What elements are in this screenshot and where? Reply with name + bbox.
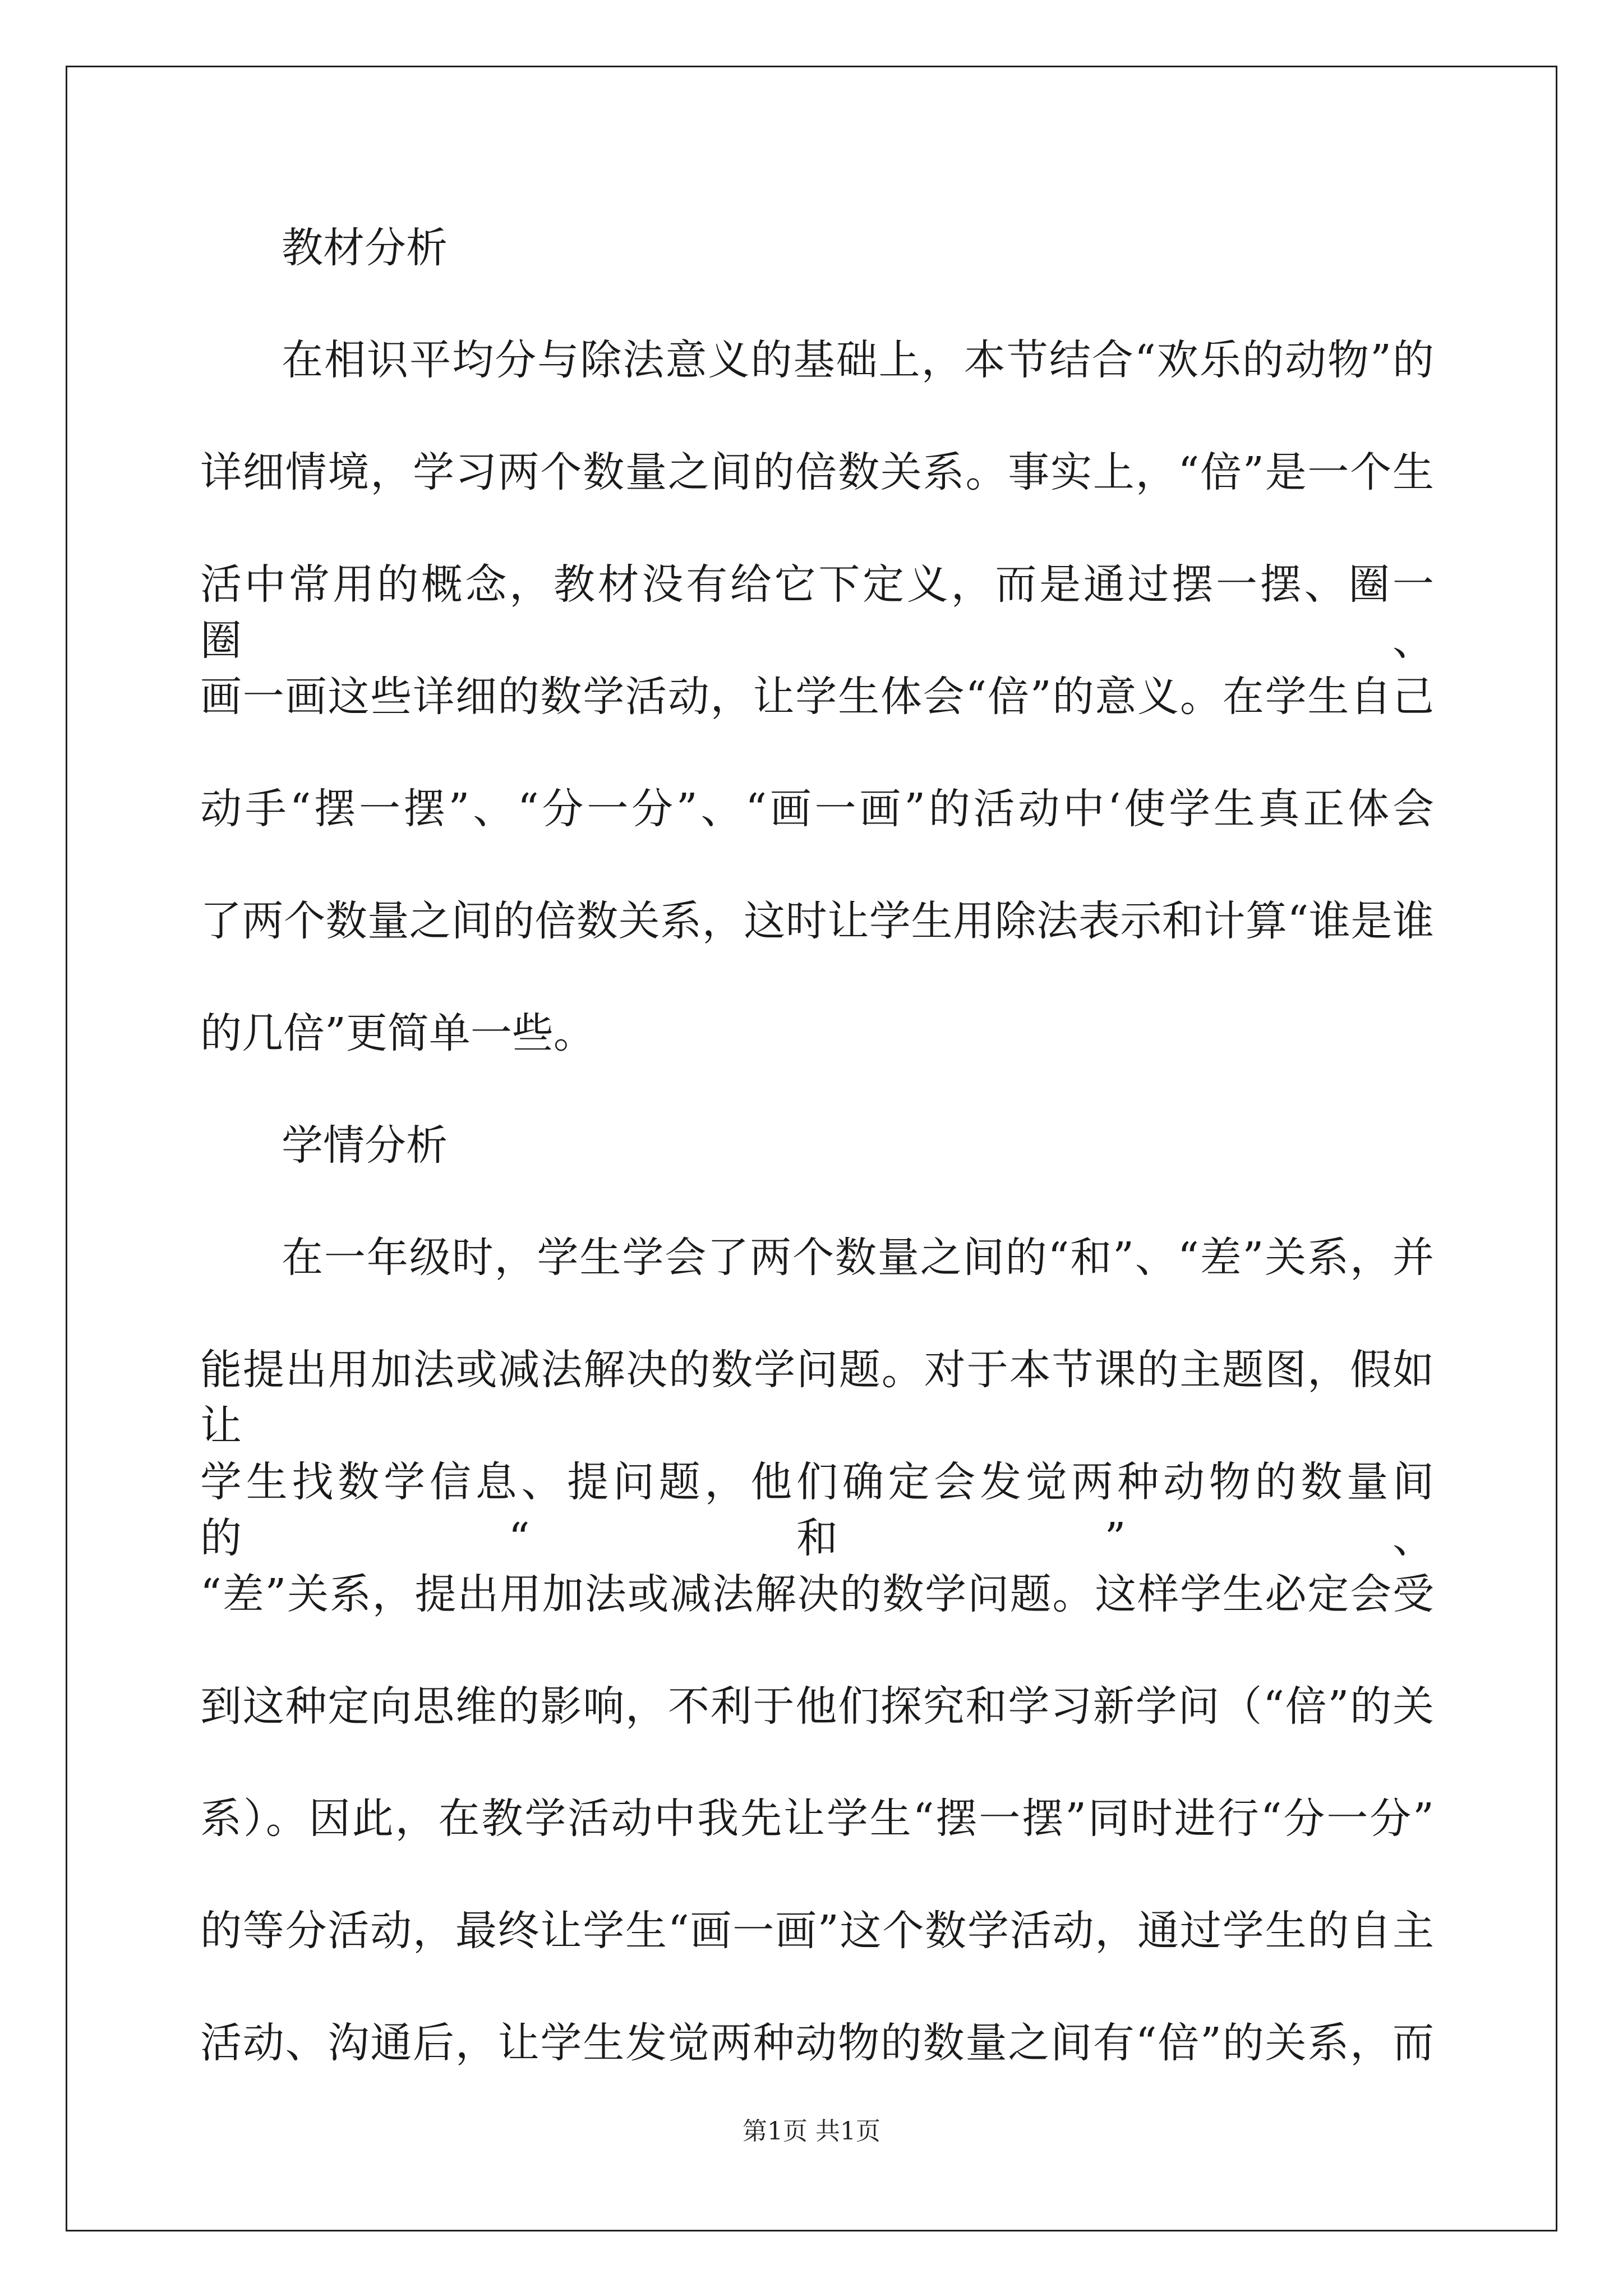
paragraph-line: 了两个数量之间的倍数关系，这时让学生用除法表示和计算“谁是谁 [200,897,1434,945]
paragraph-line: 活动、沟通后，让学生发觉两种动物的数量之间有“倍”的关系，而 [200,2019,1434,2067]
paragraph-line: 在相识平均分与除法意义的基础上，本节结合“欢乐的动物”的 [282,336,1434,384]
paragraph-line: 在一年级时，学生学会了两个数量之间的“和”、“差”关系，并 [282,1234,1434,1282]
paragraph-line: 的等分活动，最终让学生“画一画”这个数学活动，通过学生的自主 [200,1907,1434,1955]
paragraph-line: 到这种定向思维的影响，不利于他们探究和学习新学问（“倍”的关 [200,1682,1434,1731]
paragraph-line: 学生找数学信息、提问题，他们确定会发觉两种动物的数量间的“和”、 [200,1458,1434,1562]
paragraph-line: “差”关系，提出用加法或减法解决的数学问题。这样学生必定会受 [200,1570,1434,1618]
paragraph-line: 详细情境，学习两个数量之间的倍数关系。事实上，“倍”是一个生 [200,448,1434,496]
paragraph-line: 活中常用的概念，教材没有给它下定义，而是通过摆一摆、圈一圈、 [200,560,1434,665]
paragraph-line: 动手“摆一摆”、“分一分”、“画一画”的活动中‘使学生真正体会 [200,785,1434,833]
paragraph-line: 能提出用加法或减法解决的数学问题。对于本节课的主题图，假如让 [200,1346,1434,1450]
section-heading: 教材分析 [282,224,448,272]
page-number-footer: 第1页 共1页 [743,2117,880,2146]
paragraph-line: 系）。因此，在教学活动中我先让学生“摆一摆”同时进行“分一分” [200,1795,1434,1843]
paragraph-line: 画一画这些详细的数学活动，让学生体会“倍”的意义。在学生自己 [200,673,1434,721]
section-heading: 学情分析 [282,1121,448,1170]
paragraph-line: 的几倍”更简单一些。 [200,1009,595,1057]
